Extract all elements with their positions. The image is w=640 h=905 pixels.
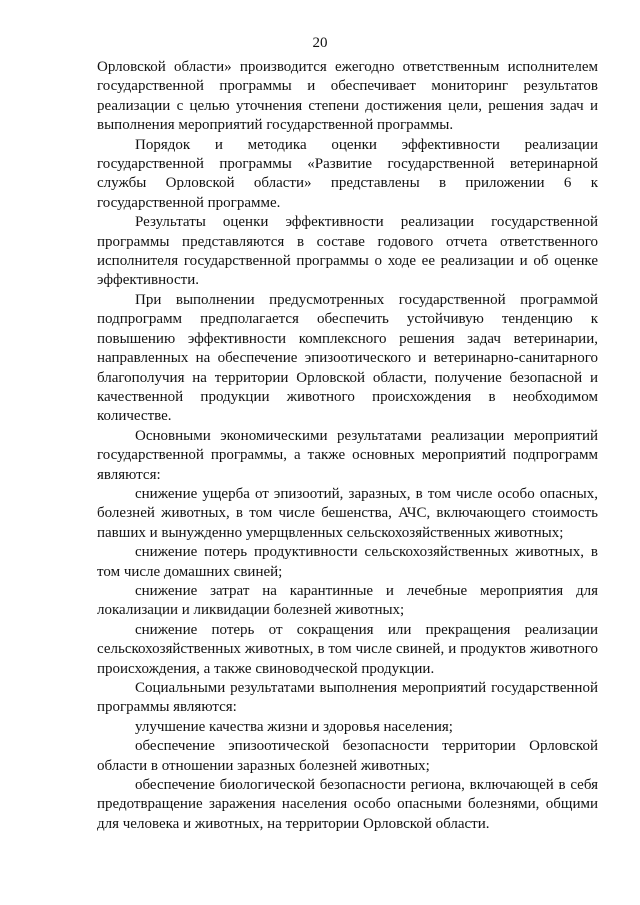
list-item-social-3: обеспечение биологической безопасности региона, включающей в себя предотвращение заражения населения особо опасными болезнями, общими для человека и животных, на территории Орловской области. (97, 777, 598, 832)
paragraph-evaluation-results: Результаты оценки эффективности реализации государственной программы представляются в составе годового отчета ответственного исполнителя государственной программы о ходе ее реализации и об оценке эффективности. (97, 214, 598, 289)
body-text (97, 58, 598, 834)
list-item-economic-2: снижение потерь продуктивности сельскохозяйственных животных, в том числе домашних свиней; (97, 544, 598, 580)
paragraph-social-results: Социальными результатами выполнения мероприятий государственной программы являются: (97, 680, 598, 716)
paragraph-methodology: Порядок и методика оценки эффективности реализации государственной программы «Развитие государственной ветеринарной службы Орловской области» представлены в приложении 6 к государственной программе. (97, 136, 598, 211)
list-item-economic-3: снижение затрат на карантинные и лечебные мероприятия для локализации и ликвидации болезней животных; (97, 582, 598, 619)
paragraph-subprograms: При выполнении предусмотренных государственной программой подпрограмм предполагается обеспечить устойчивую тенденцию к повышению эффективности комплексного решения задач ветеринарии, направленных на обеспечение эпизоотического и ветеринарно-санитарного благополучия на территории Орловской области, получение безопасной и качественной продукции животного происхождения в необходимом количестве. (97, 291, 598, 425)
list-item-social-2: обеспечение эпизоотической безопасности территории Орловской области в отношении заразных болезней животных; (97, 738, 598, 774)
page-number: 20 (312, 35, 328, 51)
list-item-social-1: улучшение качества жизни и здоровья населения; (135, 718, 453, 735)
paragraph-continuation: Орловской области» производится ежегодно ответственным исполнителем государственной программы и обеспечивает мониторинг результатов реализации с целью уточнения степени достижения цели, решения задач и выполнения мероприятий государственной программы. (97, 59, 598, 134)
list-item-economic-1: снижение ущерба от эпизоотий, заразных, в том числе особо опасных, болезней животных, в том числе бешенства, АЧС, включающего стоимость павших и вынужденно умерщвленных сельскохозяйственных животных; (97, 485, 598, 541)
paragraph-economic-results: Основными экономическими результатами реализации мероприятий государственной программы, а также основных мероприятий подпрограмм являются: (97, 427, 598, 483)
list-item-economic-4: снижение потерь от сокращения или прекращения реализации сельскохозяйственных животных, в том числе свиней, и продуктов животного происхождения, а также свиноводческой продукции. (97, 621, 598, 677)
